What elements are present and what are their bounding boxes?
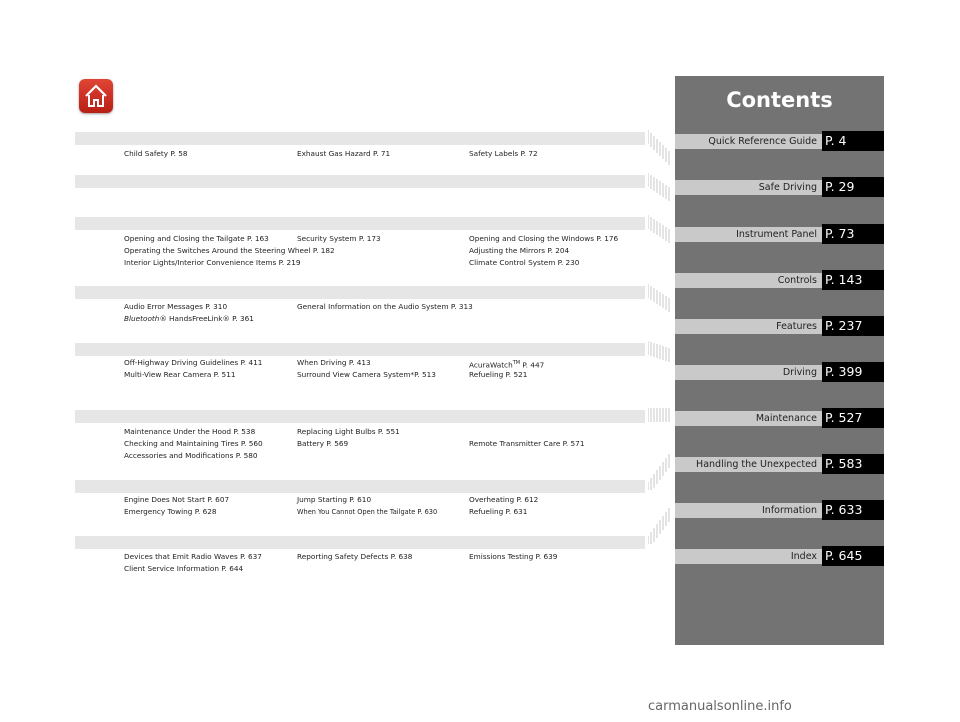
link-windows[interactable]: Opening and Closing the Windows P. 176 [469, 234, 619, 243]
tab-label: Maintenance [675, 411, 822, 426]
link-handsfreelink[interactable] [124, 313, 254, 325]
tab-driving[interactable] [675, 362, 884, 382]
tab-page: P. 399 [822, 362, 884, 382]
tab-page: P. 237 [822, 316, 884, 336]
tab-page: P. 73 [822, 224, 884, 244]
tab-label: Information [675, 503, 822, 518]
tab-page: P. 143 [822, 270, 884, 290]
section-band-safe-driving [75, 132, 645, 145]
bluetooth-text: Bluetooth [124, 314, 160, 323]
connector-ribbon [648, 339, 672, 383]
link-safety-defects[interactable]: Reporting Safety Defects P. 638 [297, 552, 413, 561]
tab-page: P. 583 [822, 454, 884, 474]
links-row [124, 563, 644, 575]
links-row [124, 438, 644, 450]
link-safety-labels[interactable]: Safety Labels P. 72 [469, 149, 538, 158]
link-refueling-emergency[interactable]: Refueling P. 631 [469, 507, 528, 516]
links-row [124, 450, 644, 462]
link-rear-camera[interactable]: Multi-View Rear Camera P. 511 [124, 370, 236, 379]
link-surround-view[interactable]: Surround View Camera System*P. 513 [297, 370, 436, 379]
links-row [124, 494, 644, 506]
link-remote-transmitter[interactable]: Remote Transmitter Care P. 571 [469, 439, 585, 448]
link-battery[interactable]: Battery P. 569 [297, 439, 349, 448]
link-emissions-testing[interactable]: Emissions Testing P. 639 [469, 552, 558, 561]
tab-label: Features [675, 319, 822, 334]
link-under-hood[interactable]: Maintenance Under the Hood P. 538 [124, 427, 256, 436]
connector-ribbon [648, 446, 672, 490]
links-row [124, 506, 644, 518]
tab-page: P. 4 [822, 131, 884, 151]
links-row [124, 551, 644, 563]
link-mirrors[interactable]: Adjusting the Mirrors P. 204 [469, 246, 570, 255]
link-audio-general[interactable]: General Information on the Audio System P. 313 [297, 302, 473, 311]
connector-ribbon [648, 213, 672, 257]
link-exhaust-gas-hazard[interactable]: Exhaust Gas Hazard P. 71 [297, 149, 391, 158]
section-band-controls [75, 217, 645, 230]
home-button[interactable] [79, 79, 113, 113]
tab-safe-driving[interactable] [675, 177, 884, 197]
tab-maintenance[interactable] [675, 408, 884, 428]
link-audio-error[interactable]: Audio Error Messages P. 310 [124, 302, 228, 311]
link-security-system[interactable]: Security System P. 173 [297, 234, 381, 243]
section-band-handling-unexpected [75, 480, 645, 493]
contents-sidebar [675, 76, 884, 645]
tab-features[interactable] [675, 316, 884, 336]
link-tailgate[interactable]: Opening and Closing the Tailgate P. 163 [124, 234, 269, 243]
tab-quick-reference-guide[interactable] [675, 131, 884, 151]
tab-page: P. 633 [822, 500, 884, 520]
link-light-bulbs[interactable]: Replacing Light Bulbs P. 551 [297, 427, 400, 436]
link-child-safety[interactable]: Child Safety P. 58 [124, 149, 188, 158]
tab-label: Index [675, 549, 822, 564]
link-radio-waves[interactable]: Devices that Emit Radio Waves P. 637 [124, 552, 262, 561]
connector-ribbon [648, 282, 672, 326]
tab-handling-the-unexpected[interactable] [675, 454, 884, 474]
connector-ribbon [648, 500, 672, 544]
section-band-information [75, 536, 645, 549]
link-interior-lights[interactable]: Interior Lights/Interior Convenience Items P. 219 [124, 258, 301, 267]
links-row [124, 313, 644, 325]
links-row [124, 357, 644, 369]
acurawatch-text: AcuraWatch [469, 360, 513, 370]
link-overheating[interactable]: Overheating P. 612 [469, 495, 539, 504]
home-icon [83, 83, 109, 109]
link-climate-control[interactable]: Climate Control System P. 230 [469, 258, 580, 267]
link-steering-switches[interactable]: Operating the Switches Around the Steering Wheel P. 182 [124, 246, 335, 255]
links-row [124, 245, 644, 257]
link-tires[interactable]: Checking and Maintaining Tires P. 560 [124, 439, 263, 448]
tab-label: Instrument Panel [675, 227, 822, 242]
tab-label: Safe Driving [675, 180, 822, 195]
acurawatch-page: P. 447 [520, 360, 545, 370]
section-band-instrument-panel [75, 175, 645, 188]
tab-index[interactable] [675, 546, 884, 566]
section-band-features [75, 286, 645, 299]
watermark: carmanualsonline.info [648, 699, 792, 714]
link-off-highway[interactable]: Off-Highway Driving Guidelines P. 411 [124, 358, 263, 367]
link-accessories[interactable]: Accessories and Modifications P. 580 [124, 451, 258, 460]
section-band-driving [75, 343, 645, 356]
tab-controls[interactable] [675, 270, 884, 290]
tab-page: P. 527 [822, 408, 884, 428]
connector-ribbon [648, 128, 672, 172]
tab-label: Controls [675, 273, 822, 288]
links-row [124, 148, 644, 160]
links-row [124, 257, 644, 269]
link-tailgate-cannot-open[interactable]: When You Cannot Open the Tailgate P. 630 [297, 508, 438, 516]
link-refueling[interactable]: Refueling P. 521 [469, 370, 528, 379]
tab-label: Driving [675, 365, 822, 380]
handsfreelink-text: ® HandsFreeLink® P. 361 [159, 314, 254, 323]
links-row [124, 426, 644, 438]
links-row [124, 301, 644, 313]
links-row [124, 369, 644, 381]
link-engine-not-start[interactable]: Engine Does Not Start P. 607 [124, 495, 230, 504]
section-band-maintenance [75, 410, 645, 423]
tab-label: Quick Reference Guide [675, 134, 822, 149]
trademark-mark: TM [512, 360, 521, 366]
link-emergency-towing[interactable]: Emergency Towing P. 628 [124, 507, 217, 516]
link-when-driving[interactable]: When Driving P. 413 [297, 358, 371, 367]
tab-label: Handling the Unexpected [675, 457, 822, 472]
link-jump-starting[interactable]: Jump Starting P. 610 [297, 495, 372, 504]
tab-page: P. 29 [822, 177, 884, 197]
connector-ribbon [648, 406, 672, 450]
link-client-service[interactable]: Client Service Information P. 644 [124, 564, 244, 573]
tab-page: P. 645 [822, 546, 884, 566]
connector-ribbon [648, 171, 672, 215]
tab-instrument-panel[interactable] [675, 224, 884, 244]
links-row [124, 233, 644, 245]
contents-title: Contents [726, 88, 833, 112]
tab-information[interactable] [675, 500, 884, 520]
